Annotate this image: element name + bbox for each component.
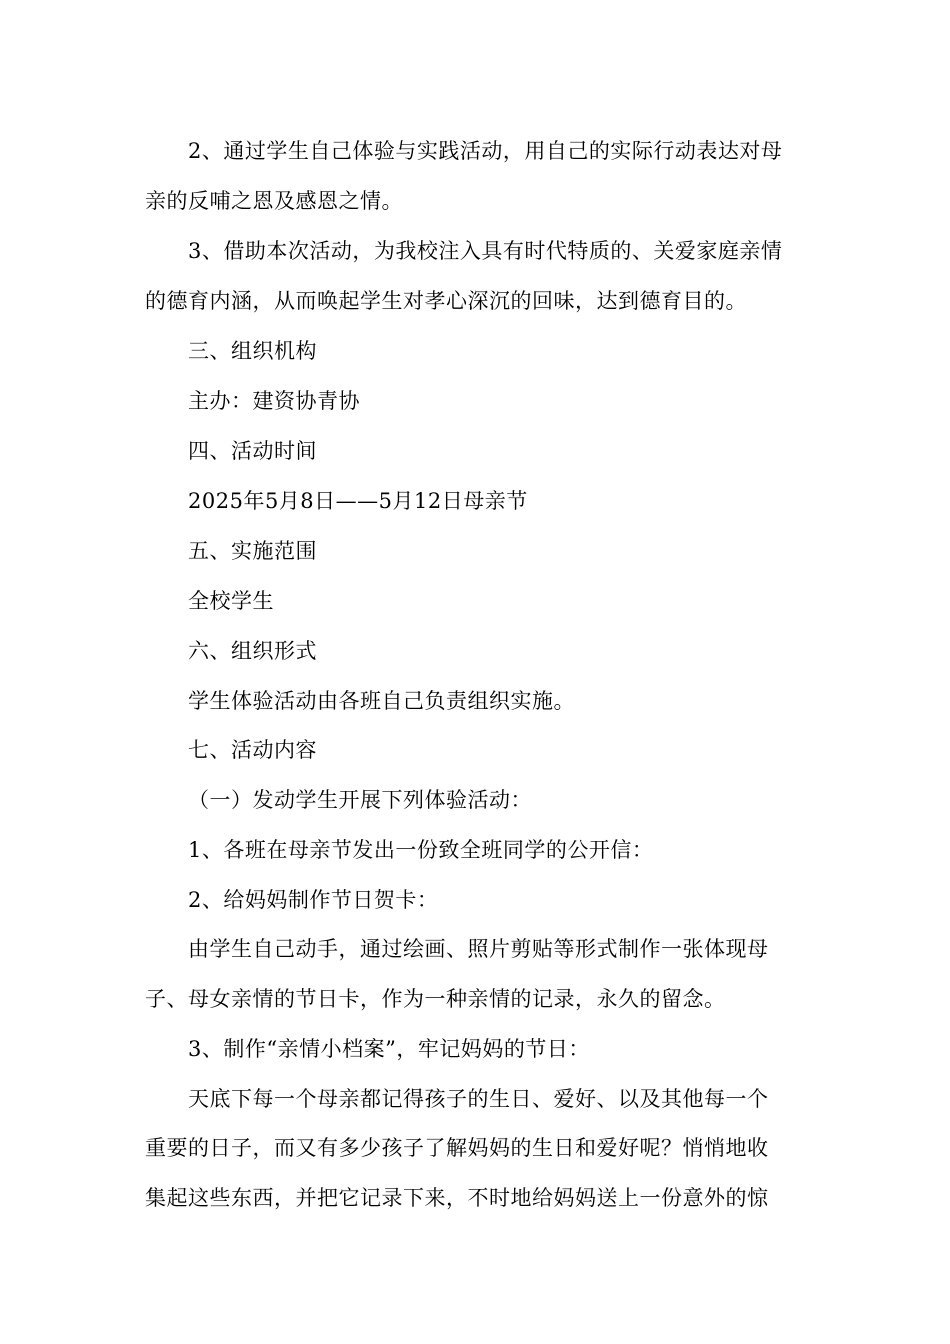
text-line-objective-2: 2、通过学生自己体验与实践活动，用自己的实际行动表达对母: [188, 139, 783, 163]
section-heading-scope: 五、实施范围: [188, 539, 317, 563]
text-line-card-desc: 由学生自己动手，通过绘画、照片剪贴等形式制作一张体现母: [188, 937, 769, 961]
section-heading-form: 六、组织形式: [188, 639, 317, 663]
text-line-archive-desc: 天底下每一个母亲都记得孩子的生日、爱好、以及其他每一个: [188, 1087, 769, 1111]
text-line-activity-1: 1、各班在母亲节发出一份致全班同学的公开信：: [188, 838, 654, 862]
text-line-objective-3-cont: 的德育内涵，从而唤起学生对孝心深沉的回味，达到德育目的。: [145, 289, 747, 313]
text-line-objective-2-cont: 亲的反哺之恩及感恩之情。: [145, 189, 403, 213]
text-line-activity-3: 3、制作“亲情小档案”，牢记妈妈的节日：: [188, 1037, 590, 1061]
subheading-activities: （一）发动学生开展下列体验活动：: [188, 788, 532, 812]
text-line-card-desc-cont: 子、母女亲情的节日卡，作为一种亲情的记录，永久的留念。: [145, 987, 726, 1011]
text-line-scope: 全校学生: [188, 589, 274, 613]
text-line-dates: 2025年5月8日——5月12日母亲节: [188, 489, 528, 513]
text-line-archive-desc-cont-2: 集起这些东西，并把它记录下来，不时地给妈妈送上一份意外的惊: [145, 1186, 769, 1210]
text-line-form: 学生体验活动由各班自己负责组织实施。: [188, 689, 575, 713]
text-line-objective-3: 3、借助本次活动，为我校注入具有时代特质的、关爱家庭亲情: [188, 239, 783, 263]
text-line-activity-2: 2、给妈妈制作节日贺卡：: [188, 888, 439, 912]
section-heading-content: 七、活动内容: [188, 738, 317, 762]
section-heading-organization: 三、组织机构: [188, 339, 317, 363]
section-heading-time: 四、活动时间: [188, 439, 317, 463]
text-line-host: 主办：建资协青协: [188, 389, 360, 413]
text-line-archive-desc-cont-1: 重要的日子，而又有多少孩子了解妈妈的生日和爱好呢？悄悄地收: [145, 1136, 769, 1160]
